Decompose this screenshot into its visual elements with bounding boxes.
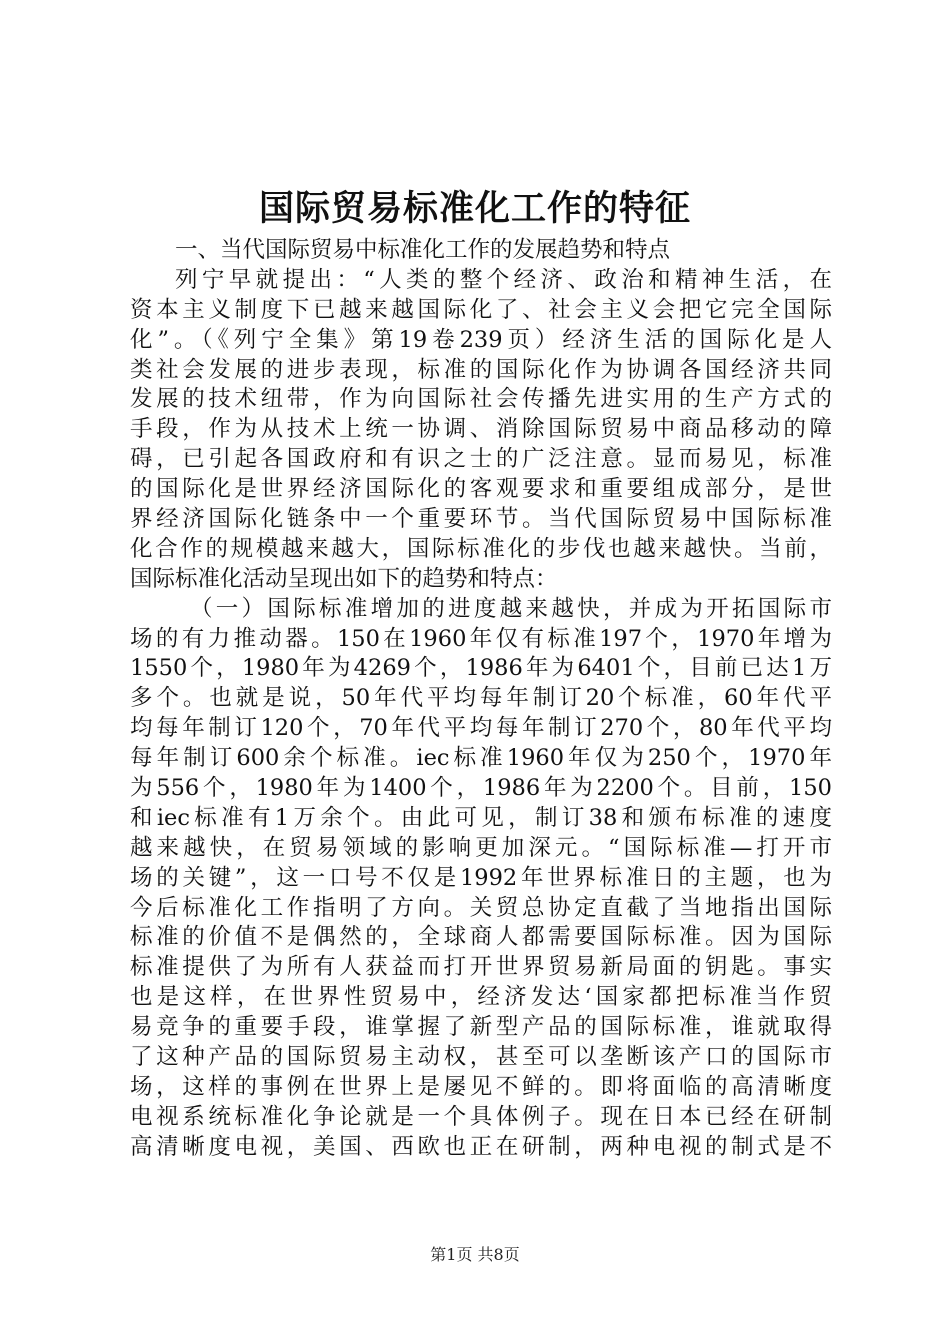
paragraph-line: 多个。也就是说，50年代平均每年制订20个标准，60年代平 bbox=[130, 685, 832, 712]
paragraph-line: 资本主义制度下已越来越国际化了、社会主义会把它完全国际 bbox=[130, 296, 832, 323]
document-body bbox=[130, 236, 832, 1163]
paragraph-line: 1550个，1980年为4269个，1986年为6401个，目前已达1万 bbox=[130, 655, 832, 682]
paragraph-line: 了这种产品的国际贸易主动权，甚至可以垄断该产口的国际市 bbox=[130, 1044, 832, 1071]
paragraph-line: 发展的技术纽带，作为向国际社会传播先进实用的生产方式的 bbox=[130, 386, 832, 413]
paragraph-line: 场，这样的事例在世界上是屡见不鲜的。即将面临的高清晰度 bbox=[130, 1073, 832, 1100]
paragraph-line: 场的关键”，这一口号不仅是1992年世界标准日的主题，也为 bbox=[130, 864, 832, 891]
paragraph-line: 易竞争的重要手段，谁掌握了新型产品的国际标准，谁就取得 bbox=[130, 1014, 832, 1041]
paragraph-line: 也是这样，在世界性贸易中，经济发达‘国家都把标准当作贸 bbox=[130, 984, 832, 1011]
paragraph-line: 界经济国际化链条中一个重要环节。当代国际贸易中国际标准 bbox=[130, 506, 832, 533]
paragraph-line: 为556个，1980年为1400个，1986年为2200个。目前，150 bbox=[130, 775, 832, 802]
paragraph-line: 和iec标准有1万余个。由此可见，制订38和颁布标准的速度 bbox=[130, 804, 832, 831]
paragraph-line: 标准的价值不是偶然的，全球商人都需要国际标准。因为国际 bbox=[130, 924, 832, 951]
paragraph-line: 类社会发展的进步表现，标准的国际化作为协调各国经济共同 bbox=[130, 356, 832, 383]
paragraph-line: 场的有力推动器。150在1960年仅有标准197个，1970年增为 bbox=[130, 625, 832, 652]
paragraph-line: 手段，作为从技术上统一协调、消除国际贸易中商品移动的障 bbox=[130, 416, 832, 443]
document-title: 国际贸易标准化工作的特征 bbox=[258, 188, 691, 229]
paragraph-line: 国际标准化活动呈现出如下的趋势和特点： bbox=[130, 565, 558, 592]
paragraph-line: 化”。（《列宁全集》第19卷239页）经济生活的国际化是人 bbox=[130, 326, 832, 353]
subsection-line: （一）国际标准增加的进度越来越快，并成为开拓国际市 bbox=[190, 595, 832, 622]
page-number-footer: 第1页 共8页 bbox=[430, 1245, 520, 1264]
paragraph-line: 标准提供了为所有人获益而打开世界贸易新局面的钥匙。事实 bbox=[130, 954, 832, 981]
paragraph-line: 的国际化是世界经济国际化的客观要求和重要组成部分，是世 bbox=[130, 476, 832, 503]
paragraph-line: 列宁早就提出：“人类的整个经济、政治和精神生活，在 bbox=[175, 266, 832, 293]
paragraph-line: 每年制订600余个标准。iec标准1960年仅为250个，1970年 bbox=[130, 745, 832, 772]
paragraph-line: 化合作的规模越来越大，国际标准化的步伐也越来越快。当前， bbox=[130, 535, 832, 562]
paragraph-line: 碍，已引起各国政府和有识之士的广泛注意。显而易见，标准 bbox=[130, 446, 832, 473]
section-heading: 一、当代国际贸易中标准化工作的发展趋势和特点 bbox=[175, 237, 671, 263]
paragraph-line: 今后标准化工作指明了方向。关贸总协定直截了当地指出国际 bbox=[130, 894, 832, 921]
paragraph-line: 越来越快，在贸易领域的影响更加深元。“国际标准—打开市 bbox=[130, 834, 832, 861]
paragraph-line: 高清晰度电视，美国、西欧也正在研制，两种电视的制式是不 bbox=[130, 1133, 832, 1160]
paragraph-line: 电视系统标准化争论就是一个具体例子。现在日本已经在研制 bbox=[130, 1103, 832, 1130]
paragraph-line: 均每年制订120个，70年代平均每年制订270个，80年代平均 bbox=[130, 715, 832, 742]
